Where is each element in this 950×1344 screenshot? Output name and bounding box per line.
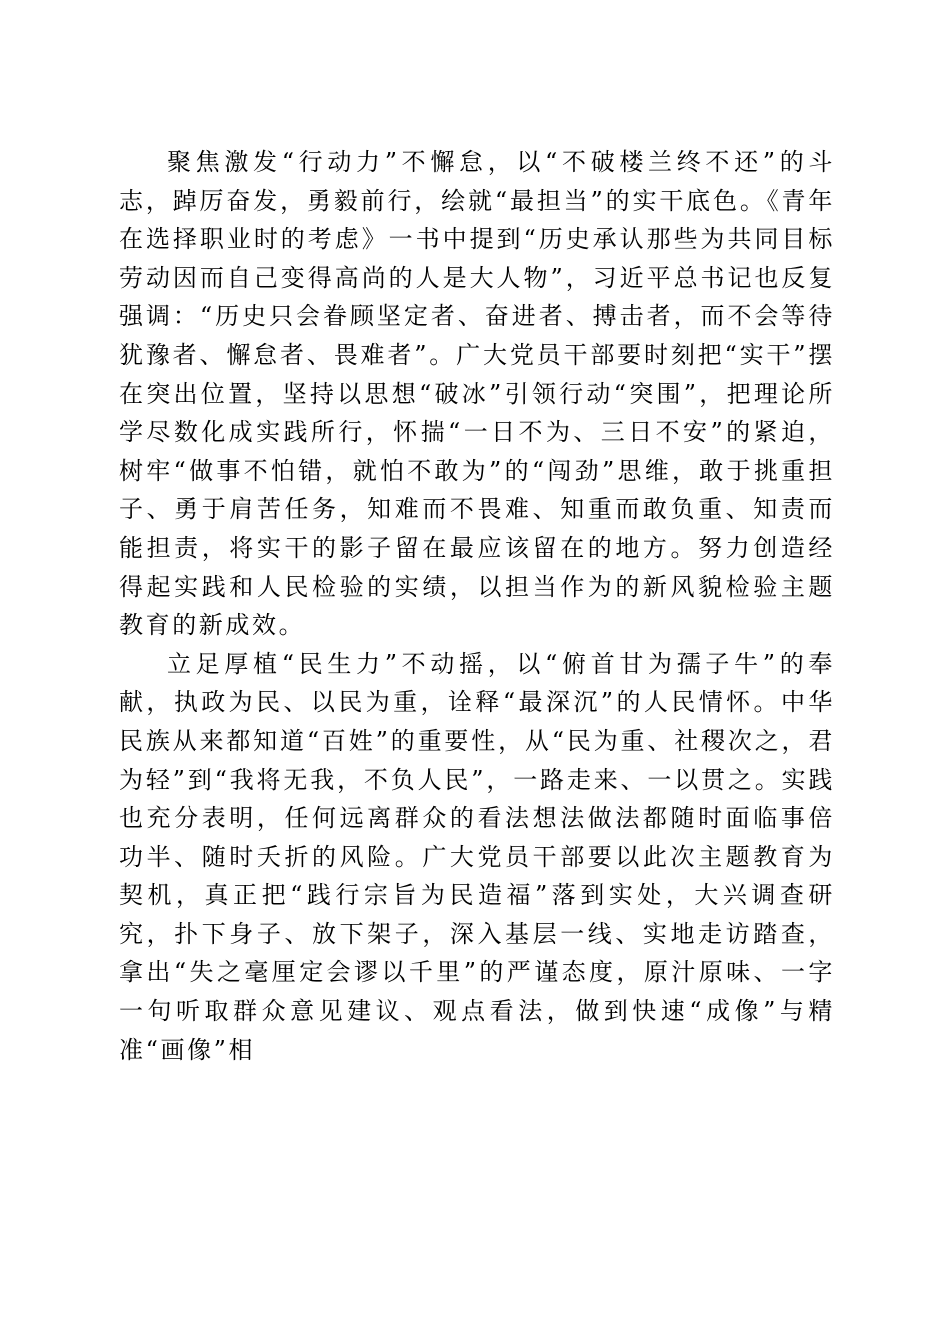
paragraph-livelihood: 立足厚植“民生力”不动摇，以“俯首甘为孺子牛”的奉献，执政为民、以民为重，诠释“最深沉”的人民情怀。中华民族从来都知道“百姓”的重要性，从“民为重、社稷次之，君为轻”到“我将无我，不负人民”，一路走来、一以贯之。实践也充分表明，任何远离群众的看法想法做法都随时面临事倍功半、随时夭折的风险。广大党员干部要以此次主题教育为契机，真正把“践行宗旨为民造福”落到实处，大兴调查研究，扑下身子、放下架子，深入基层一线、实地走访踏查，拿出“失之毫厘定会谬以千里”的严谨态度，原汁原味、一字一句听取群众意见建议、观点看法，做到快速“成像”与精准“画像”相: [119, 649, 835, 1064]
paragraph-action: 聚焦激发“行动力”不懈怠，以“不破楼兰终不还”的斗志，踔厉奋发，勇毅前行，绘就“最担当”的实干底色。《青年在选择职业时的考虑》一书中提到“历史承认那些为共同目标劳动因而自己变得高尚的人是大人物”，习近平总书记也反复强调：“历史只会眷顾坚定者、奋进者、搏击者，而不会等待犹豫者、懈怠者、畏难者”。广大党员干部要时刻把“实干”摆在突出位置，坚持以思想“破冰”引领行动“突围”，把理论所学尽数化成实践所行，怀揣“一日不为、三日不安”的紧迫，树牢“做事不怕错，就怕不敢为”的“闯劲”思维，敢于挑重担子、勇于肩苦任务，知难而不畏难、知重而敢负重、知责而能担责，将实干的影子留在最应该留在的地方。努力创造经得起实践和人民检验的实绩，以担当作为的新风貌检验主题教育的新成效。: [119, 148, 835, 640]
document-body: [119, 143, 835, 1069]
